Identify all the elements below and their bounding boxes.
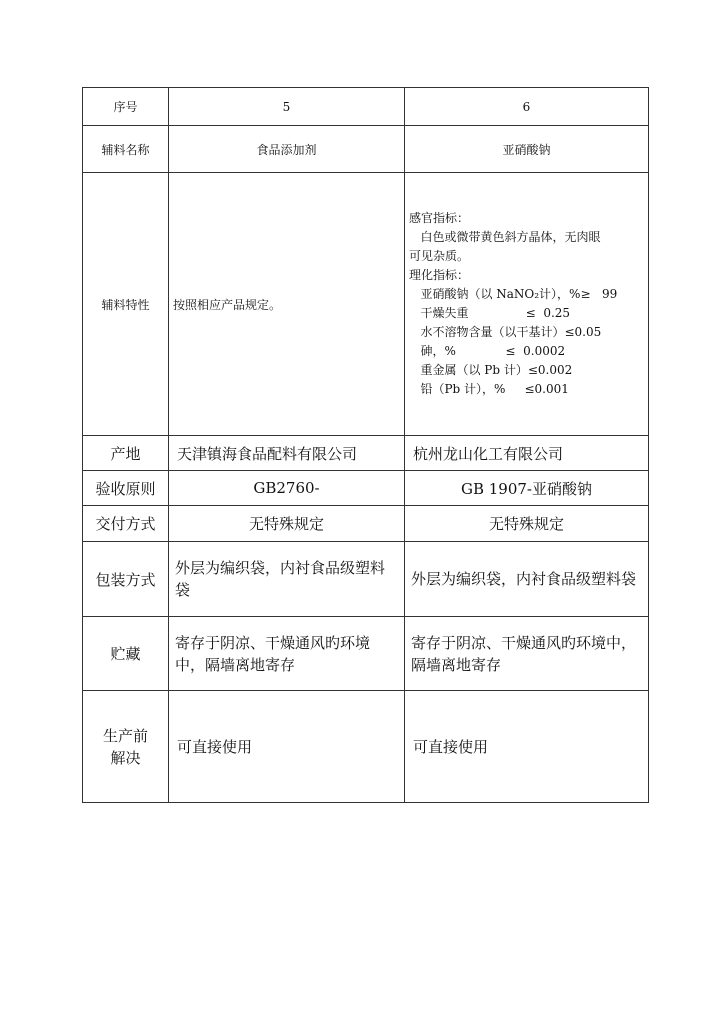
name-col2: 亚硝酸钠 — [405, 126, 649, 173]
table-row — [83, 506, 649, 542]
table-row — [83, 617, 649, 691]
char-line: 干燥失重 ≤ 0.25 — [409, 306, 571, 320]
char-line: 可见杂质。 — [409, 249, 470, 263]
seq-col2: 6 — [405, 88, 649, 126]
char-line: 理化指标： — [409, 268, 470, 282]
delivery-col2: 无特殊规定 — [405, 506, 649, 542]
char-line: 亚硝酸钠（以 NaNO₂计），%≥ 99 — [409, 287, 618, 301]
char-line: 白色或微带黄色斜方晶体，无肉眼 — [409, 230, 601, 244]
row-label-characteristics: 辅料特性 — [83, 173, 169, 436]
row-label-acceptance: 验收原则 — [83, 471, 169, 506]
row-label-seq: 序号 — [83, 88, 169, 126]
packaging-col1: 外层为编织袋，内衬食品级塑料袋 — [169, 542, 405, 617]
row-label-preprocessing — [83, 691, 169, 803]
row-label-name: 辅料名称 — [83, 126, 169, 173]
storage-col2: 寄存于阴凉、干燥通风旳环境中，隔墙离地寄存 — [405, 617, 649, 691]
char-line: 感官指标： — [409, 211, 470, 225]
char-col2 — [405, 173, 649, 436]
preprocessing-col1: 可直接使用 — [169, 691, 405, 803]
table-row — [83, 471, 649, 506]
char-col1: 按照相应产品规定。 — [169, 173, 405, 436]
table-row — [83, 126, 649, 173]
row-label-origin: 产地 — [83, 436, 169, 471]
seq-col1: 5 — [169, 88, 405, 126]
char-line: 砷，% ≤ 0.0002 — [409, 344, 566, 358]
table-row — [83, 436, 649, 471]
name-col1: 食品添加剂 — [169, 126, 405, 173]
prep-label-line1: 生产前 — [102, 726, 148, 745]
table-row — [83, 542, 649, 617]
delivery-col1: 无特殊规定 — [169, 506, 405, 542]
acceptance-col1: GB2760- — [169, 471, 405, 506]
row-label-storage: 贮藏 — [83, 617, 169, 691]
origin-col2: 杭州龙山化工有限公司 — [405, 436, 649, 471]
packaging-col2: 外层为编织袋，内衬食品级塑料袋 — [405, 542, 649, 617]
char-line: 铅（Pb 计），% ≤0.001 — [409, 382, 569, 396]
row-label-packaging: 包装方式 — [83, 542, 169, 617]
char-line: 重金属（以 Pb 计）≤0.002 — [409, 363, 573, 377]
table-row — [83, 173, 649, 436]
table-row — [83, 88, 649, 126]
acceptance-col2: GB 1907-亚硝酸钠 — [405, 471, 649, 506]
storage-col1: 寄存于阴凉、干燥通风旳环境中，隔墙离地寄存 — [169, 617, 405, 691]
ingredient-table — [82, 87, 649, 803]
char-line: 水不溶物含量（以干基计）≤0.05 — [409, 325, 602, 339]
origin-col1: 天津镇海食品配料有限公司 — [169, 436, 405, 471]
preprocessing-col2: 可直接使用 — [405, 691, 649, 803]
row-label-delivery: 交付方式 — [83, 506, 169, 542]
prep-label-line2: 解决 — [110, 748, 141, 767]
table-row — [83, 691, 649, 803]
